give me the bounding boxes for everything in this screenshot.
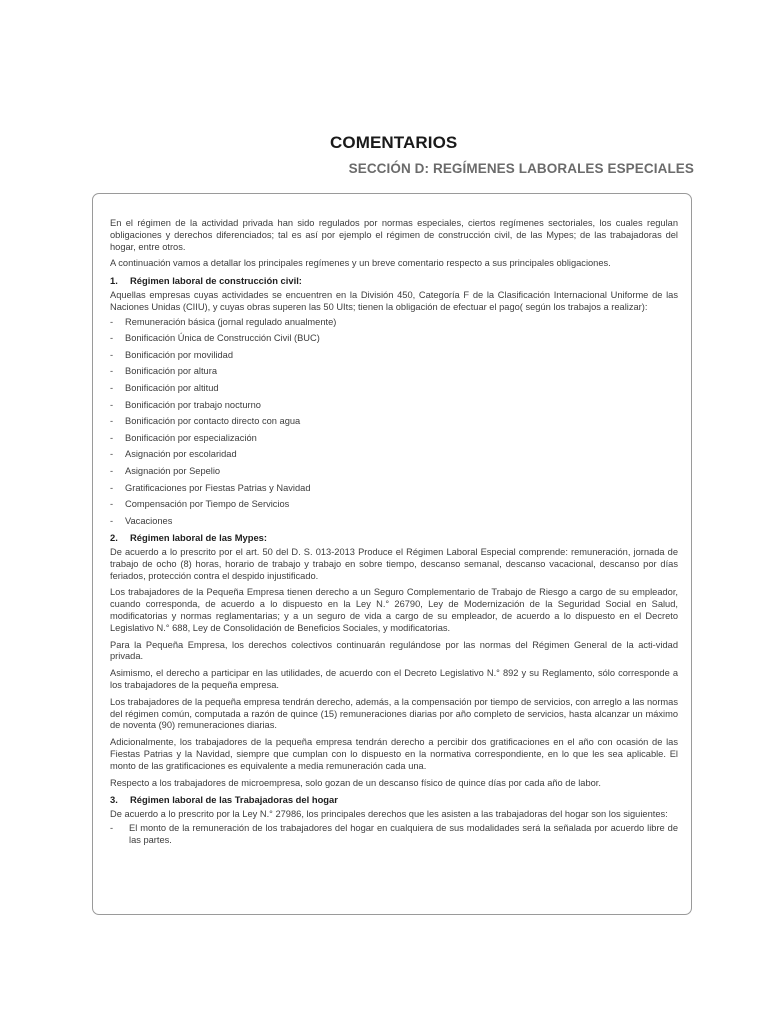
section-2-paragraph-5: Los trabajadores de la pequeña empresa tendrán derecho, además, a la compensación por tiempo de servicios, con arreglo a las normas del régimen común, computada a razón de quince (15) remuneraciones diarias por año completo de servicios, hasta alcanzar un máximo de noventa (90) remuneraciones diarias.: [110, 696, 678, 731]
list-item: - El monto de la remuneración de los trabajadores del hogar en cualquiera de sus modalidades será la señalada por acuerdo libre de las partes.: [110, 823, 678, 847]
section-1-heading-text: Régimen laboral de construcción civil:: [130, 275, 302, 287]
section-2-paragraph-1: De acuerdo a lo prescrito por el art. 50 del D. S. 013-2013 Produce el Régimen Laboral Especial comprende: remuneración, jornada de trabajo de ocho (8) horas, horario de trabajo y trabajo en sobre tiempo, descanso semanal, descanso vacacional, descanso por días feriados, protección contra el despido injustificado.: [110, 547, 678, 581]
list-item: - Bonificación Única de Construcción Civil (BUC): [110, 330, 678, 347]
list-item: - Vacaciones: [110, 513, 678, 530]
page-title: COMENTARIOS: [330, 133, 458, 152]
section-1-list: [110, 314, 678, 530]
intro-paragraph-2: A continuación vamos a detallar los principales regímenes y un breve comentario respecto a sus principales obligaciones.: [110, 258, 611, 269]
section-2-heading: [110, 532, 678, 544]
section-3-paragraph: De acuerdo a lo prescrito por la Ley N.° 27986, los principales derechos que les asisten a las trabajadoras del hogar son los siguientes:: [110, 809, 668, 820]
section-subtitle: SECCIÓN D: REGÍMENES LABORALES ESPECIALES: [348, 161, 694, 176]
section-1-heading: [110, 275, 678, 287]
section-2-number: 2.: [110, 532, 118, 544]
section-2-paragraph-7: Respecto a los trabajadores de microempresa, solo gozan de un descanso físico de quince días por cada año de labor.: [110, 777, 601, 788]
section-2-heading-text: Régimen laboral de las Mypes:: [130, 532, 268, 544]
section-2-paragraph-6: Adicionalmente, los trabajadores de la pequeña empresa tendrán derecho a percibir dos gratificaciones en el año con ocasión de las Fiestas Patrias y la Navidad, siempre que cumplan con lo dispuesto en la normativa correspondiente, en lo que les sea aplicable. El monto de las gratificaciones es equivalente a media remuneración cada una.: [110, 737, 678, 771]
list-item: - Asignación por Sepelio: [110, 463, 678, 480]
section-2-paragraph-2: Los trabajadores de la Pequeña Empresa tienen derecho a un Seguro Complementario de Trabajo de Riesgo a cargo de su empleador, cuando corresponda, de acuerdo a lo dispuesto en la Ley N.° 26790, Ley de Modernización de la Seguridad Social en Salud, modificatorias y normas reglamentarias; y a un seguro de vida a cargo de su empleador, de acuerdo a lo dispuesto en el Decreto Legislativo N.° 688, Ley de Consolidación de Beneficios Sociales, y modificatorias.: [110, 587, 678, 633]
list-item: - Remuneración básica (jornal regulado anualmente): [110, 314, 678, 331]
list-item: - Bonificación por contacto directo con agua: [110, 413, 678, 430]
list-item: - Asignación por escolaridad: [110, 446, 678, 463]
section-3-number: 3.: [110, 794, 118, 806]
section-3-heading-text: Régimen laboral de las Trabajadoras del hogar: [130, 794, 338, 806]
list-item: - Bonificación por especialización: [110, 430, 678, 447]
intro-paragraph-1: En el régimen de la actividad privada han sido regulados por normas especiales, ciertos regímenes sectoriales, los cuales regulan obligaciones y derechos diferenciados; tal es así por ejemplo el régimen de construcción civil, de las Mypes; de las trabajadoras del hogar, entre otros.: [110, 218, 678, 252]
list-item: - Bonificación por altitud: [110, 380, 678, 397]
section-2-paragraph-4: Asimismo, el derecho a participar en las utilidades, de acuerdo con el Decreto Legislativo N.° 892 y su Reglamento, sólo corresponde a los trabajadores de la pequeña empresa.: [110, 668, 678, 691]
content-body: [110, 218, 678, 850]
section-1-paragraph: Aquellas empresas cuyas actividades se encuentren en la División 450, Categoría F de la Clasificación Internacional Uniforme de las Naciones Unidas (CIIU), y cuyas obras superen las 50 UIts; tienen la obligación de efectuar el pago( según los trabajos a realizar):: [110, 289, 678, 312]
section-2-paragraph-3: Para la Pequeña Empresa, los derechos colectivos continuarán regulándose por las normas del Régimen General de la acti-vidad privada.: [110, 639, 678, 662]
list-item: - Bonificación por altura: [110, 363, 678, 380]
list-item: - Bonificación por trabajo nocturno: [110, 397, 678, 414]
list-item: - Compensación por Tiempo de Servicios: [110, 496, 678, 513]
list-item: - Gratificaciones por Fiestas Patrias y Navidad: [110, 480, 678, 497]
section-3-list: [110, 823, 678, 847]
section-1-number: 1.: [110, 275, 118, 287]
list-item: - Bonificación por movilidad: [110, 347, 678, 364]
section-3-heading: [110, 794, 678, 806]
